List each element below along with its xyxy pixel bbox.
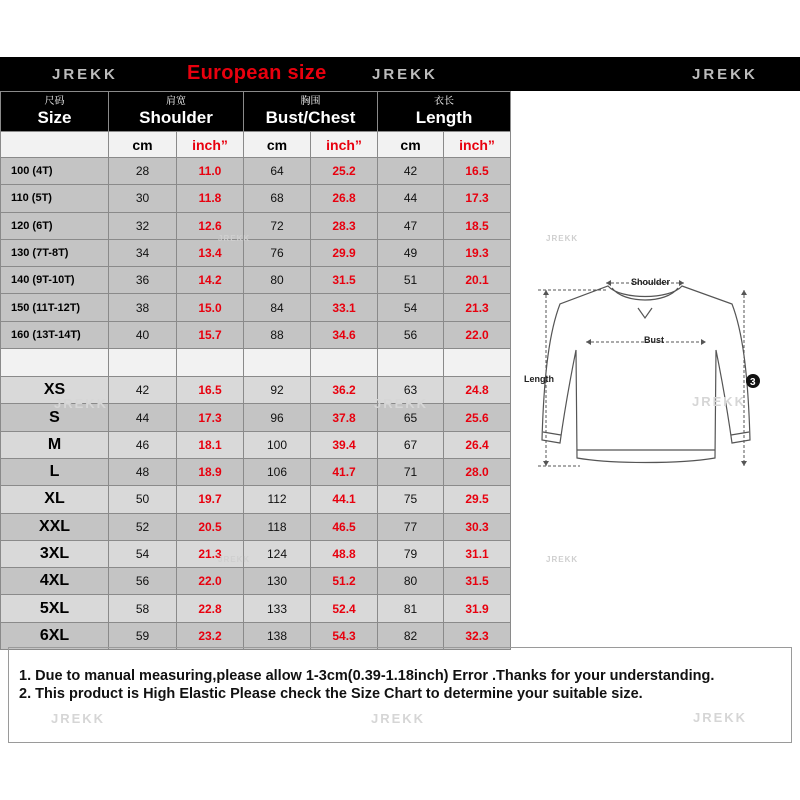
bust-cm-cell: 96	[244, 404, 311, 431]
bust-cm-cell: 88	[244, 321, 311, 348]
shoulder-in-cell: 13.4	[177, 239, 244, 266]
shoulder-in-cell: 22.8	[177, 595, 244, 622]
watermark: JREKK	[218, 234, 251, 243]
bust-in-cell: 46.5	[311, 513, 378, 540]
bust-in-cell: 51.2	[311, 568, 378, 595]
bust-cm-cell: 118	[244, 513, 311, 540]
size-label: 130 (7T-8T)	[1, 239, 109, 266]
length-cm-cell: 80	[378, 568, 444, 595]
spacer-cell	[244, 349, 311, 377]
bust-cm-cell: 68	[244, 185, 311, 212]
bust-cm-cell: 133	[244, 595, 311, 622]
shoulder-cm-cell: 28	[109, 158, 177, 185]
spacer-cell	[109, 349, 177, 377]
length-in-cell: 20.1	[444, 267, 511, 294]
size-label: S	[1, 404, 109, 431]
length-in-cell: 17.3	[444, 185, 511, 212]
bust-cm-cell: 72	[244, 212, 311, 239]
size-label: 160 (13T-14T)	[1, 321, 109, 348]
watermark: JREKK	[546, 555, 579, 564]
watermark: JREKK	[51, 711, 106, 726]
shoulder-cm-cell: 42	[109, 377, 177, 404]
length-cm-cell: 67	[378, 431, 444, 458]
table-row	[1, 568, 511, 595]
length-cm-cell: 54	[378, 294, 444, 321]
note-1: 1. Due to manual measuring,please allow 1-3cm(0.39-1.18inch) Error .Thanks for your understanding.	[19, 668, 715, 684]
shoulder-in-cell: 17.3	[177, 404, 244, 431]
size-table	[0, 91, 511, 650]
shoulder-cm-cell: 36	[109, 267, 177, 294]
size-label: 100 (4T)	[1, 158, 109, 185]
size-label: XS	[1, 377, 109, 404]
bust-in-cell: 34.6	[311, 321, 378, 348]
bust-cm-cell: 84	[244, 294, 311, 321]
length-in-cell: 19.3	[444, 239, 511, 266]
shoulder-in-cell: 19.7	[177, 486, 244, 513]
length-cm-cell: 63	[378, 377, 444, 404]
table-row	[1, 540, 511, 567]
shoulder-cm-cell: 30	[109, 185, 177, 212]
header-bust: 胸围 Bust/Chest	[244, 92, 378, 132]
table-row	[1, 158, 511, 185]
shoulder-cm-cell: 48	[109, 458, 177, 485]
bust-in-cell: 36.2	[311, 377, 378, 404]
length-cm-cell: 65	[378, 404, 444, 431]
bust-in-cell: 52.4	[311, 595, 378, 622]
watermark: JREKK	[692, 394, 747, 409]
unit-blank	[1, 132, 109, 158]
shoulder-in-cell: 15.0	[177, 294, 244, 321]
table-row	[1, 622, 511, 649]
length-in-cell: 25.6	[444, 404, 511, 431]
header-size: 尺码 Size	[1, 92, 109, 132]
bust-cm-cell: 64	[244, 158, 311, 185]
unit-cm: cm	[378, 132, 444, 158]
bust-cm-cell: 92	[244, 377, 311, 404]
shoulder-cm-cell: 32	[109, 212, 177, 239]
bust-in-cell: 54.3	[311, 622, 378, 649]
unit-cm: cm	[109, 132, 177, 158]
watermark: JREKK	[374, 396, 429, 411]
length-in-cell: 26.4	[444, 431, 511, 458]
shoulder-in-cell: 21.3	[177, 540, 244, 567]
length-in-cell: 18.5	[444, 212, 511, 239]
bust-in-cell: 44.1	[311, 486, 378, 513]
length-cm-cell: 77	[378, 513, 444, 540]
length-label: Length	[524, 374, 554, 384]
length-in-cell: 32.3	[444, 622, 511, 649]
bust-in-cell: 48.8	[311, 540, 378, 567]
table-row	[1, 212, 511, 239]
notes-box	[8, 647, 792, 743]
shoulder-in-cell: 22.0	[177, 568, 244, 595]
watermark: JREKK	[371, 711, 426, 726]
shoulder-in-cell: 16.5	[177, 377, 244, 404]
spacer-row	[1, 349, 511, 377]
length-cm-cell: 49	[378, 239, 444, 266]
table-row	[1, 321, 511, 348]
spacer-cell	[177, 349, 244, 377]
watermark: JREKK	[372, 66, 438, 83]
marker-label: 3	[750, 377, 756, 388]
unit-inch: inch”	[177, 132, 244, 158]
length-cm-cell: 51	[378, 267, 444, 294]
length-cm-cell: 75	[378, 486, 444, 513]
watermark: JREKK	[546, 234, 579, 243]
shoulder-cm-cell: 44	[109, 404, 177, 431]
watermark: JREKK	[692, 66, 758, 83]
header-shoulder: 肩宽 Shoulder	[109, 92, 244, 132]
spacer-cell	[311, 349, 378, 377]
bust-in-cell: 26.8	[311, 185, 378, 212]
size-label: L	[1, 458, 109, 485]
unit-inch: inch”	[444, 132, 511, 158]
chart-title: European size	[187, 62, 327, 84]
length-cm-cell: 42	[378, 158, 444, 185]
table-row	[1, 486, 511, 513]
bust-cm-cell: 130	[244, 568, 311, 595]
length-cm-cell: 71	[378, 458, 444, 485]
watermark: JREKK	[52, 66, 118, 83]
shoulder-cm-cell: 50	[109, 486, 177, 513]
watermark: JREKK	[693, 710, 748, 725]
shoulder-cm-cell: 34	[109, 239, 177, 266]
bust-in-cell: 28.3	[311, 212, 378, 239]
bust-cm-cell: 80	[244, 267, 311, 294]
shoulder-in-cell: 11.8	[177, 185, 244, 212]
table-row	[1, 239, 511, 266]
size-label: 3XL	[1, 540, 109, 567]
length-cm-cell: 82	[378, 622, 444, 649]
bust-in-cell: 33.1	[311, 294, 378, 321]
bust-in-cell: 37.8	[311, 404, 378, 431]
size-label: 6XL	[1, 622, 109, 649]
length-cm-cell: 56	[378, 321, 444, 348]
watermark: JREKK	[218, 555, 251, 564]
shoulder-label: Shoulder	[631, 277, 671, 287]
shoulder-in-cell: 11.0	[177, 158, 244, 185]
bust-cm-cell: 76	[244, 239, 311, 266]
bust-cm-cell: 124	[244, 540, 311, 567]
watermark: JREKK	[54, 396, 109, 411]
shoulder-cm-cell: 38	[109, 294, 177, 321]
unit-cm: cm	[244, 132, 311, 158]
shoulder-in-cell: 12.6	[177, 212, 244, 239]
header-row	[1, 92, 511, 132]
bust-in-cell: 41.7	[311, 458, 378, 485]
length-in-cell: 31.9	[444, 595, 511, 622]
shoulder-cm-cell: 58	[109, 595, 177, 622]
shoulder-in-cell: 18.9	[177, 458, 244, 485]
bust-in-cell: 31.5	[311, 267, 378, 294]
table-row	[1, 458, 511, 485]
title-banner	[0, 57, 800, 91]
shoulder-cm-cell: 46	[109, 431, 177, 458]
length-in-cell: 30.3	[444, 513, 511, 540]
size-label: 4XL	[1, 568, 109, 595]
shoulder-cm-cell: 59	[109, 622, 177, 649]
table-row	[1, 431, 511, 458]
size-label: M	[1, 431, 109, 458]
length-in-cell: 31.1	[444, 540, 511, 567]
length-in-cell: 24.8	[444, 377, 511, 404]
size-label: XXL	[1, 513, 109, 540]
spacer-cell	[378, 349, 444, 377]
size-label: 110 (5T)	[1, 185, 109, 212]
bust-cm-cell: 106	[244, 458, 311, 485]
length-in-cell: 22.0	[444, 321, 511, 348]
length-cm-cell: 47	[378, 212, 444, 239]
length-cm-cell: 81	[378, 595, 444, 622]
unit-row	[1, 132, 511, 158]
shoulder-cm-cell: 52	[109, 513, 177, 540]
spacer-cell	[444, 349, 511, 377]
spacer-cell	[1, 349, 109, 377]
bust-cm-cell: 100	[244, 431, 311, 458]
bust-in-cell: 29.9	[311, 239, 378, 266]
table-row	[1, 513, 511, 540]
size-label: 120 (6T)	[1, 212, 109, 239]
note-2: 2. This product is High Elastic Please check the Size Chart to determine your suitable size.	[19, 686, 643, 702]
length-in-cell: 21.3	[444, 294, 511, 321]
shoulder-cm-cell: 40	[109, 321, 177, 348]
length-in-cell: 31.5	[444, 568, 511, 595]
table-row	[1, 595, 511, 622]
table-row	[1, 267, 511, 294]
bust-in-cell: 25.2	[311, 158, 378, 185]
shoulder-cm-cell: 56	[109, 568, 177, 595]
shoulder-in-cell: 15.7	[177, 321, 244, 348]
table-row	[1, 185, 511, 212]
bust-in-cell: 39.4	[311, 431, 378, 458]
length-in-cell: 28.0	[444, 458, 511, 485]
size-label: 150 (11T-12T)	[1, 294, 109, 321]
shoulder-in-cell: 14.2	[177, 267, 244, 294]
shoulder-in-cell: 20.5	[177, 513, 244, 540]
size-label: 5XL	[1, 595, 109, 622]
length-in-cell: 16.5	[444, 158, 511, 185]
size-label: 140 (9T-10T)	[1, 267, 109, 294]
shoulder-cm-cell: 54	[109, 540, 177, 567]
header-length: 衣长 Length	[378, 92, 511, 132]
unit-inch: inch”	[311, 132, 378, 158]
size-label: XL	[1, 486, 109, 513]
length-cm-cell: 44	[378, 185, 444, 212]
sweatshirt-diagram	[520, 260, 770, 480]
length-cm-cell: 79	[378, 540, 444, 567]
bust-cm-cell: 138	[244, 622, 311, 649]
bust-label: Bust	[644, 335, 664, 345]
length-in-cell: 29.5	[444, 486, 511, 513]
shoulder-in-cell: 18.1	[177, 431, 244, 458]
shoulder-in-cell: 23.2	[177, 622, 244, 649]
table-row	[1, 294, 511, 321]
bust-cm-cell: 112	[244, 486, 311, 513]
